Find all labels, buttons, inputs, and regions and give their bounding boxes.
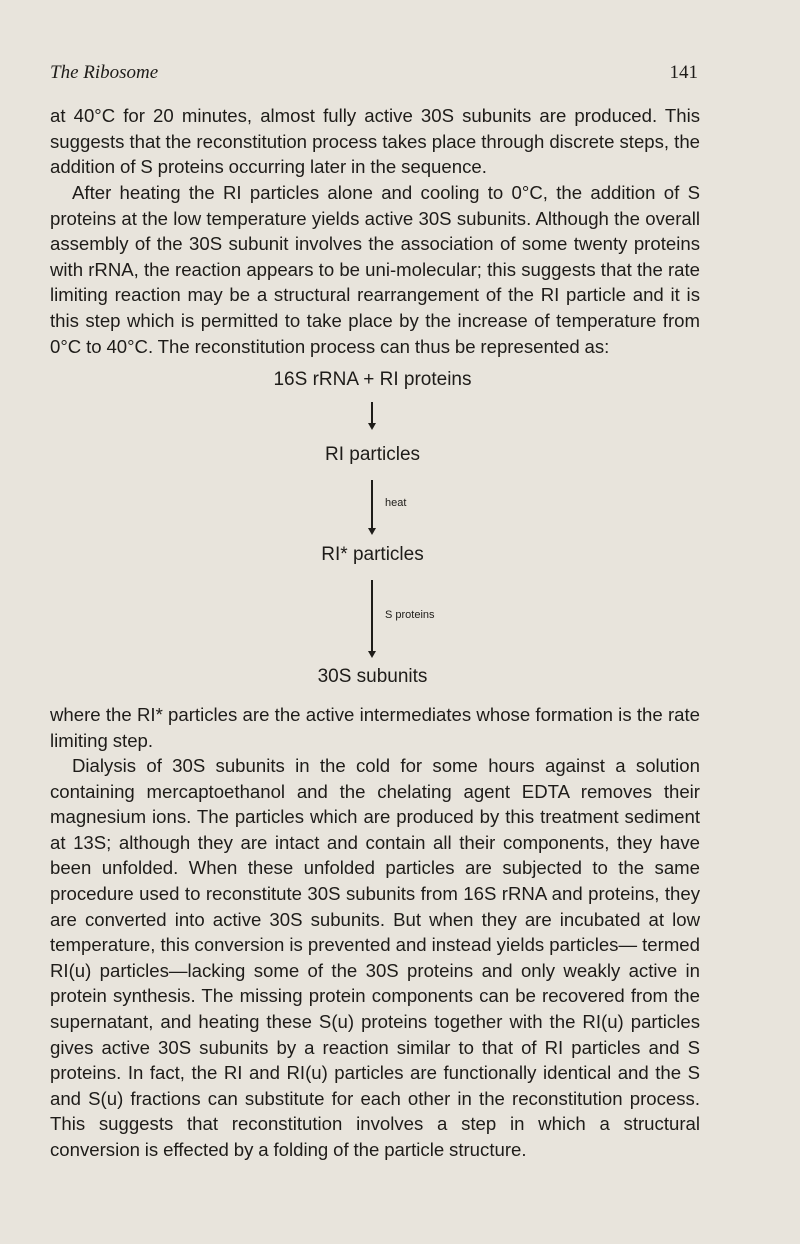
scheme-step-30s-subunits: 30S subunits [317,666,428,687]
scheme-arrow-3-head [368,651,376,658]
paragraph-where-ri-star: where the RI* particles are the active intermediates whose formation is the rate limiting step. [50,704,700,751]
scheme-arrow-1-head [368,423,376,430]
page-number: 141 [669,62,698,83]
paragraph-dialysis: Dialysis of 30S subunits in the cold for some hours against a solution containing mercaptoethanol and the chelating agent EDTA removes their magnesium ions. The particles which are produced by this treatment sediment at 13S; although they are intact and contain all their components, they have been unfolded. When these unfolded particles are subjected to the same procedure used to reconstitute 30S subunits from 16S rRNA and proteins, they are converted into active 30S subunits. But when they are incubated at low temperature, this conversion is prevented and instead yields particles— termed RI(u) particles—lacking some of the 30S proteins and only weakly active in protein synthesis. The missing protein components can be recovered from the supernatant, and heating these S(u) proteins together with the RI(u) particles gives active 30S subunits by a reaction similar to that of RI particles and S proteins. In fact, the RI and RI(u) particles are functionally identical and the S and S(u) fractions can substitute for each other in the reconstitution process. This suggests that reconstitution involves a step in which a structural conversion is effected by a folding of the particle structure. [50,755,700,1160]
scheme-arrow-1 [371,402,373,424]
reconstitution-scheme [200,360,560,700]
scheme-step-ri-particles: RI particles [324,444,421,465]
scheme-arrow-3 [371,580,373,652]
scheme-arrow-3-label: S proteins [385,609,435,621]
scheme-arrow-2 [371,480,373,529]
page-header [50,62,698,88]
scheme-step-reactants: 16S rRNA + RI proteins [273,369,472,390]
scheme-arrow-2-head [368,528,376,535]
paragraph-continuation: at 40°C for 20 minutes, almost fully active 30S subunits are produced. This suggests that the reconstitution process takes place through discrete steps, the addition of S proteins occurring later in the sequence. [50,105,700,178]
paragraph-heating-ri: After heating the RI particles alone and cooling to 0°C, the addition of S proteins at the low temperature yields active 30S subunits. Although the overall assembly of the 30S subunit involves the association of some twenty proteins with rRNA, the reaction appears to be uni-molecular; this suggests that the rate limiting reaction may be a structural rearrangement of the RI particle and it is this step which is permitted to take place by the increase of temperature from 0°C to 40°C. The reconstitution process can thus be represented as: [50,182,700,357]
running-title: The Ribosome [50,62,159,83]
scheme-step-ri-star-particles: RI* particles [321,544,424,565]
scheme-arrow-2-label: heat [385,497,407,509]
